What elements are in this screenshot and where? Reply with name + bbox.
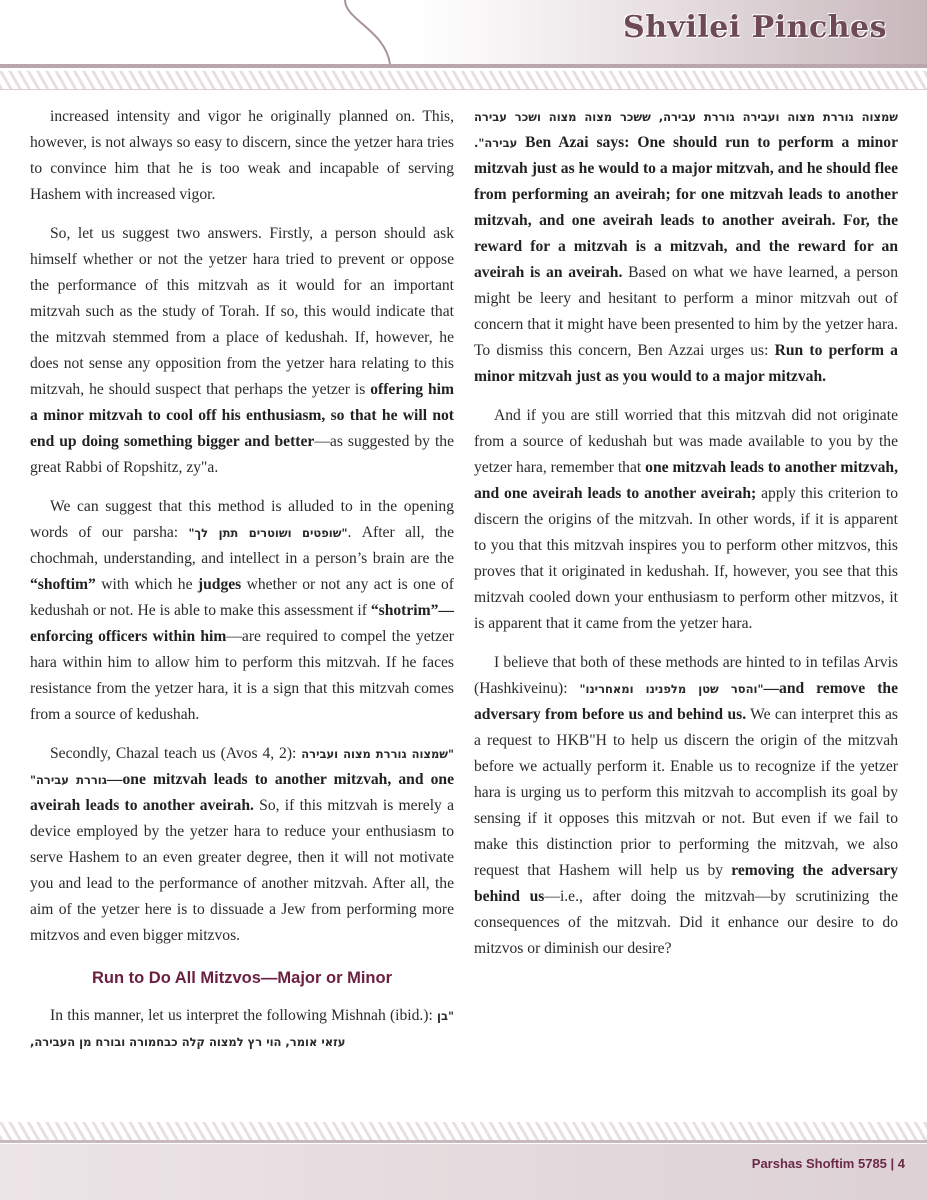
hebrew-quote: שמצוה גוררת מצוה ועבירה גוררת עבירה, ששכר מצוה מצוה ושכר עבירה עבירה".	[474, 110, 898, 150]
publication-title: Shvilei Pinches	[623, 10, 887, 45]
text-run: —i.e., after doing the mitzvah—by scrutinizing the consequences of the mitzvah. Did it enhance our desire to do mitzvos or diminish our desire?	[474, 888, 898, 957]
paragraph	[30, 741, 454, 949]
text-run: whether or not any act is one of kedushah or not. He is able to make this assessment if	[30, 576, 454, 619]
hebrew-quote: "והסר שטן מלפנינו ומאחרינו"	[579, 682, 764, 696]
text-run: Secondly, Chazal teach us (Avos 4, 2):	[50, 745, 302, 762]
paragraph	[474, 403, 898, 637]
text-run: I believe that both of these methods are hinted to in tefilas Arvis (Hashkiveinu):	[474, 654, 898, 697]
bold-text: Ben Azai says: One should run to perform a minor mitzvah just as he would to a major mitzvah, and he should flee from performing an aveirah; for one mitzvah leads to another mitzvah, and one aveirah leads to another aveirah. For, the reward for a mitzvah is a mitzvah, and the reward for an aveirah is an aveirah.	[474, 134, 898, 281]
text-run: We can interpret this as a request to HKB"H to help us discern the origin of the mitzvah before we actually perform it. Enable us to recognize if the yetzer hara is urging us to perform this mitzvah to accomplish its goal by sensing if it opposes this mitzvah or not. But even if we fail to make this distinction prior to performing the mitzvah, we also request that Hashem will help us by	[474, 706, 898, 879]
bold-text: one mitzvah leads to another mitzvah, and one aveirah leads to another aveirah;	[474, 459, 898, 502]
hebrew-quote: "שמצוה גוררת מצוה ועבירה גוררת עבירה"	[30, 747, 454, 787]
right-column	[474, 104, 898, 975]
text-run: . After all, the chochmah, understanding, and intellect in a person’s brain are the	[30, 524, 454, 567]
ornamental-border-bottom	[0, 1122, 927, 1143]
bold-text: —and remove the adversary from before us and behind us.	[474, 680, 898, 723]
text-run: Based on what we have learned, a person might be leery and hesitant to perform a minor mitzvah out of concern that it might have been presented to him by the yetzer hara. To dismiss this concern, Ben Azzai urges us:	[474, 264, 898, 359]
paragraph	[30, 104, 454, 208]
bold-text: “shoftim”	[30, 576, 96, 593]
text-run: apply this criterion to discern the origins of the mitzvah. In other words, if it is apparent to you that this mitzvah inspires you to perform other mitzvos, this proves that it originated in kedushah. If, however, you see that this mitzvah cooled down your enthusiasm to perform other mitzvos, it is apparent that it came from the yetzer hara.	[474, 485, 898, 632]
hebrew-quote: "שופטים ושוטרים תתן לך"	[188, 526, 348, 540]
text-run: So, if this mitzvah is merely a device employed by the yetzer hara to reduce your enthusiasm to serve Hashem to an even greater degree, then it will not motivate you and lead to the performance of another mitzvah. After all, the aim of the yetzer here is to dissuade a Jew from performing more mitzvos and even bigger mitzvos.	[30, 797, 455, 944]
bold-text: offering him a minor mitzvah to cool off his enthusiasm, so that he will not end up doing something bigger and better	[30, 381, 454, 450]
header-curve-decoration	[340, 0, 400, 64]
ornamental-border-top	[0, 71, 927, 90]
paragraph	[30, 1003, 454, 1055]
text-run: with which he	[95, 576, 198, 593]
page-number-label: Parshas Shoftim 5785 | 4	[751, 1156, 905, 1171]
text-run: —as suggested by the great Rabbi of Ropshitz, zy"a.	[30, 433, 454, 476]
text-run: —are required to compel the yetzer hara within him to allow him to perform this mitzvah. If he faces resistance from the yetzer hara, it is a sign that this mitzvah comes from a source of kedushah.	[30, 628, 454, 723]
left-paragraphs	[30, 104, 454, 949]
paragraph	[474, 650, 898, 962]
text-run: In this manner, let us interpret the following Mishnah (ibid.):	[50, 1007, 438, 1024]
bold-text: “shotrim”—enforcing officers within him	[30, 602, 454, 645]
paragraph	[474, 104, 898, 390]
page-header	[0, 0, 927, 64]
page-footer	[0, 1144, 927, 1200]
text-run: We can suggest that this method is alluded to in the opening words of our parsha:	[30, 498, 454, 541]
text-run: And if you are still worried that this mitzvah did not originate from a source of kedushah but was made available to you by the yetzer hara, remember that	[474, 407, 898, 476]
bold-text: Run to perform a minor mitzvah just as you would to a major mitzvah.	[474, 342, 898, 385]
section-heading: Run to Do All Mitzvos—Major or Minor	[91, 969, 393, 987]
left-paragraphs-after	[30, 1003, 454, 1055]
header-rule	[0, 64, 927, 68]
left-column	[30, 104, 454, 1068]
text-run: increased intensity and vigor he originally planned on. This, however, is not always so easy to discern, since the yetzer hara tries to convince him that he is too weak and incapable of serving Hashem with increased vigor.	[30, 108, 454, 203]
bold-text: —one mitzvah leads to another mitzvah, and one aveirah leads to another aveirah.	[30, 771, 454, 814]
bold-text: judges	[197, 576, 242, 593]
paragraph	[30, 221, 454, 481]
text-run: So, let us suggest two answers. Firstly, a person should ask himself whether or not the yetzer hara tried to prevent or oppose the performance of this mitzvah as it would for an important mitzvah such as the study of Torah. If so, this would indicate that the mitzvah stemmed from a place of kedushah. If, however, he does not sense any opposition from the yetzer hara relating to this mitzvah, he should suspect that perhaps the yetzer is	[30, 225, 454, 398]
bold-text: removing the adversary behind us	[474, 862, 898, 905]
right-paragraphs	[474, 104, 898, 962]
hebrew-quote: "בן עזאי אומר, הוי רץ למצוה קלה כבחמורה ובורח מן העבירה,	[30, 1009, 454, 1049]
paragraph	[30, 494, 454, 728]
